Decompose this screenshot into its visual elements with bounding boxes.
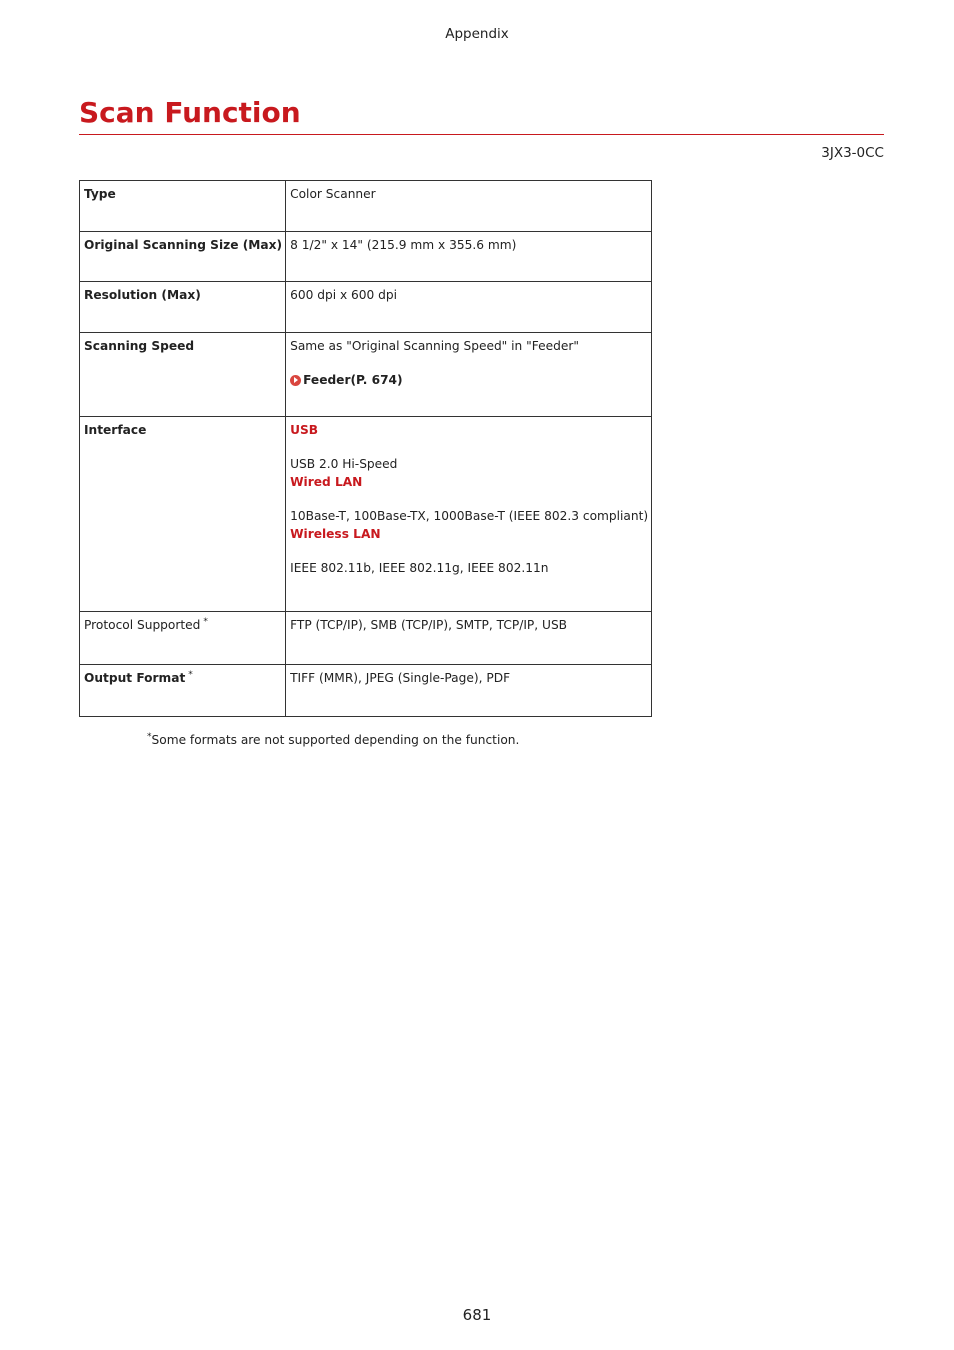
wireless-lan-value: IEEE 802.11b, IEEE 802.11g, IEEE 802.11n — [290, 561, 549, 575]
speed-text: Same as "Original Scanning Speed" in "Feeder" — [290, 339, 579, 353]
title-divider — [79, 134, 884, 135]
row-value — [286, 333, 652, 417]
page-number: 681 — [462, 1306, 492, 1324]
feeder-link[interactable] — [290, 371, 403, 389]
table-row-scanning-size — [80, 232, 652, 282]
footnote — [147, 733, 519, 747]
page-title: Scan Function — [79, 96, 301, 129]
table-row-resolution — [80, 282, 652, 333]
footnote-marker: * — [188, 669, 193, 680]
row-value: Color Scanner — [286, 181, 652, 232]
wired-lan-value: 10Base-T, 100Base-TX, 1000Base-T (IEEE 802.3 compliant) — [290, 509, 649, 523]
footnote-marker: * — [203, 616, 208, 627]
usb-value: USB 2.0 Hi-Speed — [290, 457, 398, 471]
table-row-protocol — [80, 612, 652, 665]
row-value — [286, 417, 652, 612]
row-value: 8 1/2" x 14" (215.9 mm x 355.6 mm) — [286, 232, 652, 282]
output-label: Output Format — [84, 671, 186, 685]
row-label: Original Scanning Size (Max) — [80, 232, 286, 282]
row-label: Resolution (Max) — [80, 282, 286, 333]
arrow-circle-icon — [290, 375, 301, 386]
row-label: Scanning Speed — [80, 333, 286, 417]
row-value: 600 dpi x 600 dpi — [286, 282, 652, 333]
row-label — [80, 665, 286, 717]
row-label: Interface — [80, 417, 286, 612]
wireless-lan-heading: Wireless LAN — [290, 527, 381, 541]
table-row-type — [80, 181, 652, 232]
footnote-marker: * — [147, 731, 152, 742]
footnote-text: Some formats are not supported depending on the function. — [151, 733, 520, 747]
row-label: Type — [80, 181, 286, 232]
usb-heading: USB — [290, 423, 319, 437]
wired-lan-heading: Wired LAN — [290, 475, 363, 489]
document-code: 3JX3-0CC — [821, 145, 884, 161]
spec-table — [79, 180, 652, 717]
row-value: TIFF (MMR), JPEG (Single-Page), PDF — [286, 665, 652, 717]
table-row-scanning-speed — [80, 333, 652, 417]
running-header: Appendix — [445, 26, 509, 42]
protocol-label: Protocol Supported — [84, 618, 201, 632]
feeder-link-label: Feeder(P. 674) — [303, 373, 403, 387]
row-value: FTP (TCP/IP), SMB (TCP/IP), SMTP, TCP/IP, USB — [286, 612, 652, 665]
table-row-interface — [80, 417, 652, 612]
row-label — [80, 612, 286, 665]
table-row-output-format — [80, 665, 652, 717]
